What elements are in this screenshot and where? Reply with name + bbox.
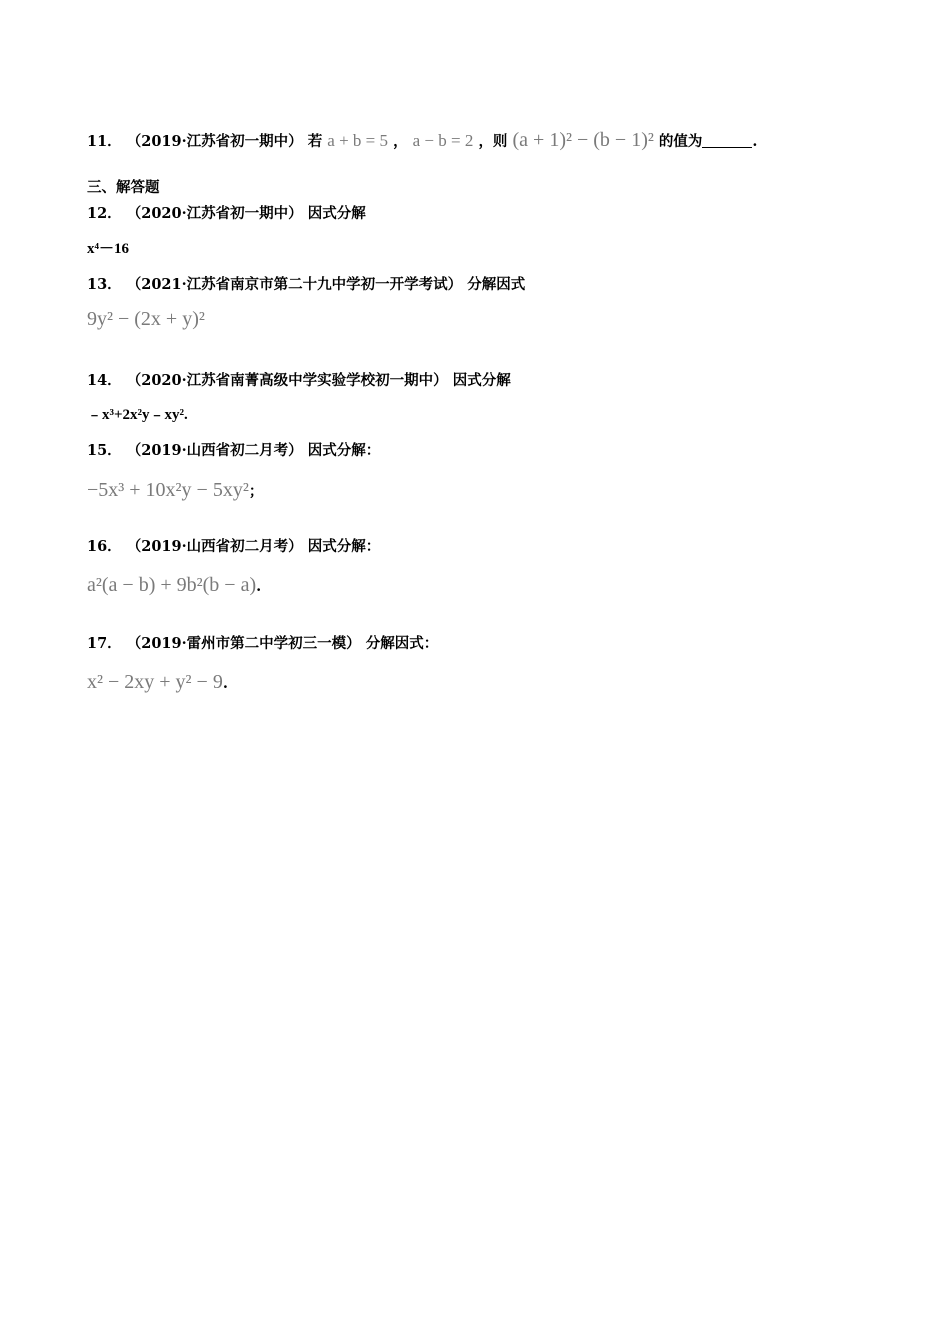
question-task: 分解因式： [365, 635, 439, 652]
question-number: 17． [87, 635, 122, 652]
question-source: （2019·雷州市第二中学初三一模） [126, 635, 361, 652]
question-text: 若 [307, 133, 323, 150]
question-source: （2019·山西省初二月考） [126, 442, 303, 459]
question-source: （2020·江苏省初一期中） [126, 205, 303, 222]
expression-15: −5x³ + 10x²y − 5xy² [87, 479, 249, 501]
question-11 [87, 130, 757, 152]
question-source: （2019·山西省初二月考） [126, 538, 303, 555]
expression-12: x⁴－16 [87, 241, 129, 257]
question-number: 14． [87, 372, 122, 389]
expression-13: 9y² − (2x + y)² [87, 308, 205, 330]
expression-15-line [87, 480, 263, 502]
question-task: 分解因式 [467, 276, 526, 293]
separator: ， [393, 133, 408, 150]
section-title: 三、解答题 [87, 179, 160, 196]
expression-14: ﹣x³+2x²y﹣xy². [87, 407, 188, 423]
question-task: 因式分解 [452, 372, 511, 389]
answer-blank[interactable] [702, 133, 752, 148]
condition-2: a − b = 2 [412, 131, 474, 150]
question-16 [87, 537, 380, 557]
expression-17-line [87, 672, 228, 694]
question-14 [87, 371, 511, 391]
period: . [752, 133, 758, 150]
question-12 [87, 204, 366, 224]
punctuation: . [256, 578, 262, 595]
question-task: 因式分解 [307, 205, 366, 222]
expression-16-line [87, 575, 261, 597]
expression-16: a²(a − b) + 9b²(b − a) [87, 574, 257, 596]
question-text: 的值为 [658, 133, 703, 150]
punctuation: ； [248, 483, 264, 500]
expression-17: x² − 2xy + y² − 9 [87, 671, 223, 693]
expression: (a + 1)² − (b − 1)² [512, 129, 654, 151]
question-task: 因式分解： [307, 538, 381, 555]
question-number: 16． [87, 538, 122, 555]
question-number: 12． [87, 205, 122, 222]
question-task: 因式分解： [307, 442, 381, 459]
punctuation: . [222, 675, 228, 692]
condition-1: a + b = 5 [327, 131, 389, 150]
question-number: 13． [87, 276, 122, 293]
question-source: （2021·江苏省南京市第二十九中学初一开学考试） [126, 276, 463, 293]
question-number: 11． [87, 133, 122, 150]
question-source: （2019·江苏省初一期中） [126, 133, 303, 150]
question-text: ，则 [478, 133, 508, 150]
question-number: 15． [87, 442, 122, 459]
question-13 [87, 275, 525, 295]
question-17 [87, 634, 438, 654]
question-source: （2020·江苏省南菁高级中学实验学校初一期中） [126, 372, 448, 389]
question-15 [87, 441, 380, 461]
